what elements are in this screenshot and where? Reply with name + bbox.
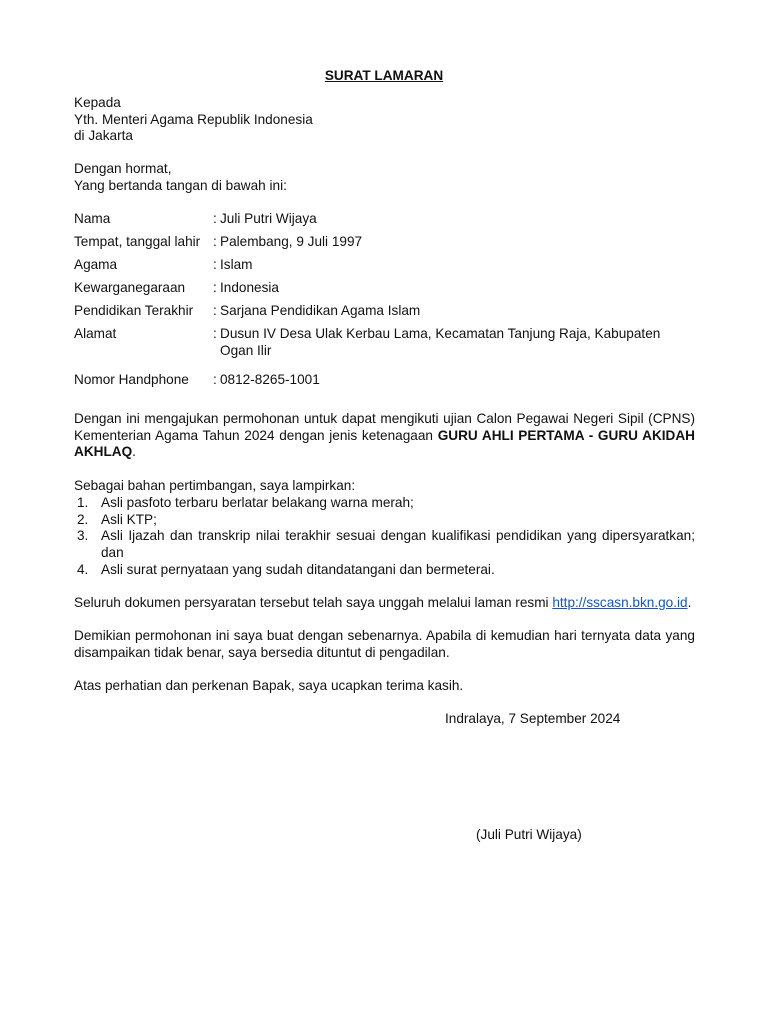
field-label: Kewarganegaraan xyxy=(74,280,186,295)
greeting-block xyxy=(74,161,695,194)
thanks-line: Atas perhatian dan perkenan Bapak, saya ucapkan terima kasih. xyxy=(74,678,464,693)
field-separator: : xyxy=(213,372,217,387)
field-separator: : xyxy=(213,234,217,249)
list-item-number: 4. xyxy=(77,562,89,577)
application-position: GURU AHLI PERTAMA - GURU AKIDAH AKHLAQ xyxy=(74,427,696,460)
letter-title: SURAT LAMARAN xyxy=(324,68,444,83)
field-label: Tempat, tanggal lahir xyxy=(74,234,201,249)
list-item-number: 1. xyxy=(77,495,89,510)
field-separator: : xyxy=(213,211,217,226)
field-value: Islam xyxy=(220,257,253,272)
upload-end: . xyxy=(687,595,692,610)
field-label: Pendidikan Terakhir xyxy=(74,303,194,318)
recipient-line-1: Kepada xyxy=(74,95,121,110)
field-value: Juli Putri Wijaya xyxy=(220,211,317,226)
list-item-text: Asli KTP; xyxy=(101,512,157,527)
field-value: Indonesia xyxy=(220,280,279,295)
list-item-text: Asli Ijazah dan transkrip nilai terakhir sesuai dengan kualifikasi pendidikan yang dipersyaratkan; dan xyxy=(101,528,695,560)
field-label: Alamat xyxy=(74,326,117,341)
field-separator: : xyxy=(213,303,217,318)
field-value: Dusun IV Desa Ulak Kerbau Lama, Kecamatan Tanjung Raja, Kabupaten Ogan Ilir xyxy=(220,326,661,358)
greeting-line-1: Dengan hormat, xyxy=(74,161,172,176)
list-item-number: 2. xyxy=(77,512,89,527)
recipient-line-3: di Jakarta xyxy=(74,128,133,144)
field-value: Palembang, 9 Juli 1997 xyxy=(220,234,363,249)
list-item-number: 3. xyxy=(77,528,89,543)
signature-place-date: Indralaya, 7 September 2024 xyxy=(445,711,621,726)
upload-text: Seluruh dokumen persyaratan tersebut telah saya unggah melalui laman resmi xyxy=(74,595,549,610)
list-item-text: Asli pasfoto terbaru berlatar belakang warna merah; xyxy=(101,495,414,510)
closing-statement: Demikian permohonan ini saya buat dengan sebenarnya. Apabila di kemudian hari ternyata data yang disampaikan tidak benar, saya bersedia dituntut di pengadilan. xyxy=(74,628,695,660)
application-end: . xyxy=(132,444,136,460)
field-separator: : xyxy=(213,326,217,341)
greeting-line-2: Yang bertanda tangan di bawah ini: xyxy=(74,177,287,193)
field-label: Agama xyxy=(74,257,118,272)
field-separator: : xyxy=(213,280,217,295)
application-paragraph xyxy=(74,411,695,461)
field-label: Nama xyxy=(74,211,111,226)
application-text: Dengan ini mengajukan permohonan untuk dapat mengikuti ujian Calon Pegawai Negeri Sipil (CPNS) Kementerian Agama Tahun 2024 dengan jenis ketenagaan xyxy=(74,411,695,443)
signature-name: (Juli Putri Wijaya) xyxy=(476,827,582,842)
field-separator: : xyxy=(213,257,217,272)
list-item-text: Asli surat pernyataan yang sudah ditandatangani dan bermeterai. xyxy=(101,562,495,577)
recipient-line-2: Yth. Menteri Agama Republik Indonesia xyxy=(74,111,313,127)
upload-paragraph xyxy=(74,595,695,612)
attachments-intro: Sebagai bahan pertimbangan, saya lampirkan: xyxy=(74,478,356,493)
field-value: Sarjana Pendidikan Agama Islam xyxy=(220,303,421,318)
field-value: 0812-8265-1001 xyxy=(220,372,320,387)
field-label: Nomor Handphone xyxy=(74,372,189,387)
sscasn-link[interactable]: http://sscasn.bkn.go.id xyxy=(552,595,688,610)
recipient-block xyxy=(74,95,695,145)
